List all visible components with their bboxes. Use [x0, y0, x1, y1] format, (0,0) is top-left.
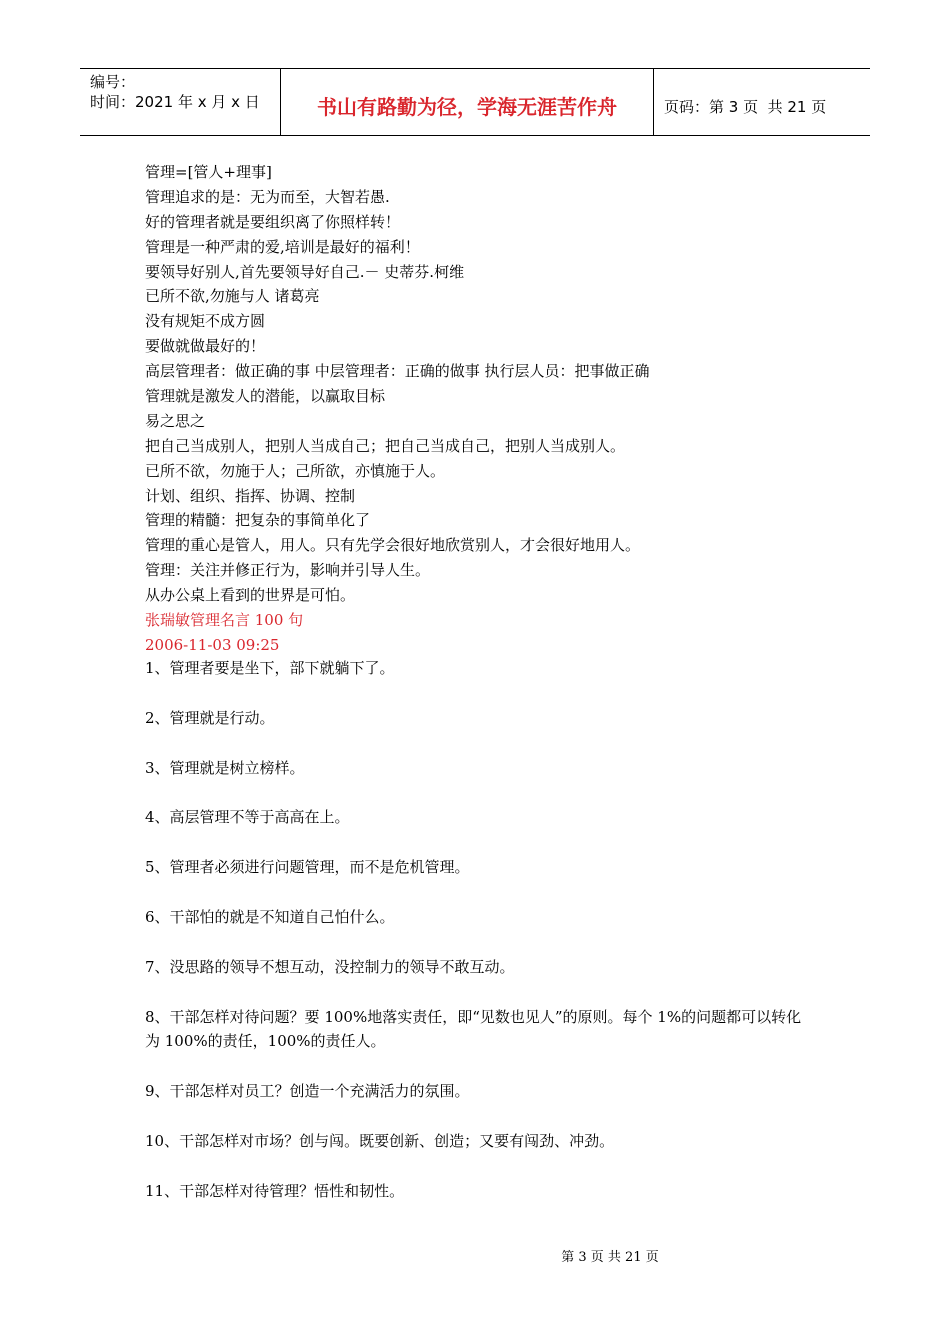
intro-line: 管理：关注并修正行为，影响并引导人生。: [145, 561, 431, 580]
intro-line: 管理的精髓：把复杂的事简单化了: [145, 511, 371, 530]
page-footer: 第 3 页 共 21 页: [561, 1250, 659, 1265]
list-item: 6、干部怕的就是不知道自己怕什么。: [145, 907, 395, 926]
list-item: 9、干部怎样对员工？创造一个充满活力的氛围。: [145, 1082, 470, 1101]
intro-line: 管理追求的是：无为而至，大智若愚.: [145, 187, 390, 206]
list-item: 1、管理者要是坐下，部下就躺下了。: [145, 659, 395, 677]
intro-line: 高层管理者：做正确的事 中层管理者：正确的做事 执行层人员：把事做正确: [145, 362, 650, 381]
intro-line: 已所不欲，勿施于人；己所欲，亦慎施于人。: [145, 461, 446, 480]
header-motto: 书山有路勤为径，学海无涯苦作舟: [281, 69, 654, 135]
intro-line: 管理是一种严肃的爱,培训是最好的福利！: [145, 237, 420, 256]
list-item: 2、管理就是行动。: [145, 708, 275, 727]
intro-line: 已所不欲,勿施与人 诸葛亮: [145, 287, 320, 306]
quote-list: [145, 656, 815, 1229]
intro-line: 没有规矩不成方圆: [145, 312, 266, 331]
intro-line: 要领导好别人,首先要领导好自己.－ 史蒂芬.柯维: [145, 262, 465, 281]
intro-line: 管理就是激发人的潜能，以赢取目标: [145, 387, 386, 406]
time-label: 时间：2021 年 x 月 x 日: [90, 93, 260, 111]
article-date: 2006-11-03 09:25: [145, 635, 280, 654]
intro-line: 计划、组织、指挥、协调、控制: [145, 486, 356, 505]
list-item: 8、干部怎样对待问题？要 100%地落实责任，即“见数也见人”的原则。每个 1%的问题都可以转化为 100%的责任，100%的责任人。: [145, 1007, 802, 1051]
list-item: 7、没思路的领导不想互动，没控制力的领导不敢互动。: [145, 957, 515, 976]
header-meta: [80, 69, 281, 135]
list-item: 4、高层管理不等于高高在上。: [145, 808, 350, 827]
document-header: [80, 68, 870, 136]
header-page-label: 页码：第 3 页 共 21 页: [664, 97, 827, 116]
list-item: 10、干部怎样对市场？创与闯。既要创新、创造；又要有闯劲、冲劲。: [145, 1132, 615, 1151]
intro-line: 从办公桌上看到的世界是可怕。: [145, 586, 356, 605]
intro-line: 要做就做最好的！: [145, 337, 266, 356]
list-item: 3、管理就是树立榜样。: [145, 758, 305, 777]
intro-line: 把自己当成别人，把别人当成自己；把自己当成自己，把别人当成别人。: [145, 436, 626, 455]
number-label: 编号：: [90, 73, 136, 91]
article-title: 张瑞敏管理名言 100 句: [145, 611, 304, 630]
intro-line: 好的管理者就是要组织离了你照样转！: [145, 212, 401, 231]
list-item: 11、干部怎样对待管理？悟性和韧性。: [145, 1181, 405, 1200]
intro-line: 易之思之: [145, 411, 206, 430]
list-item: 5、管理者必须进行问题管理，而不是危机管理。: [145, 858, 470, 877]
intro-line: 管理=[管人+理事]: [145, 163, 272, 181]
intro-section: [145, 160, 825, 658]
intro-line: 管理的重心是管人，用人。只有先学会很好地欣赏别人，才会很好地用人。: [145, 536, 641, 555]
